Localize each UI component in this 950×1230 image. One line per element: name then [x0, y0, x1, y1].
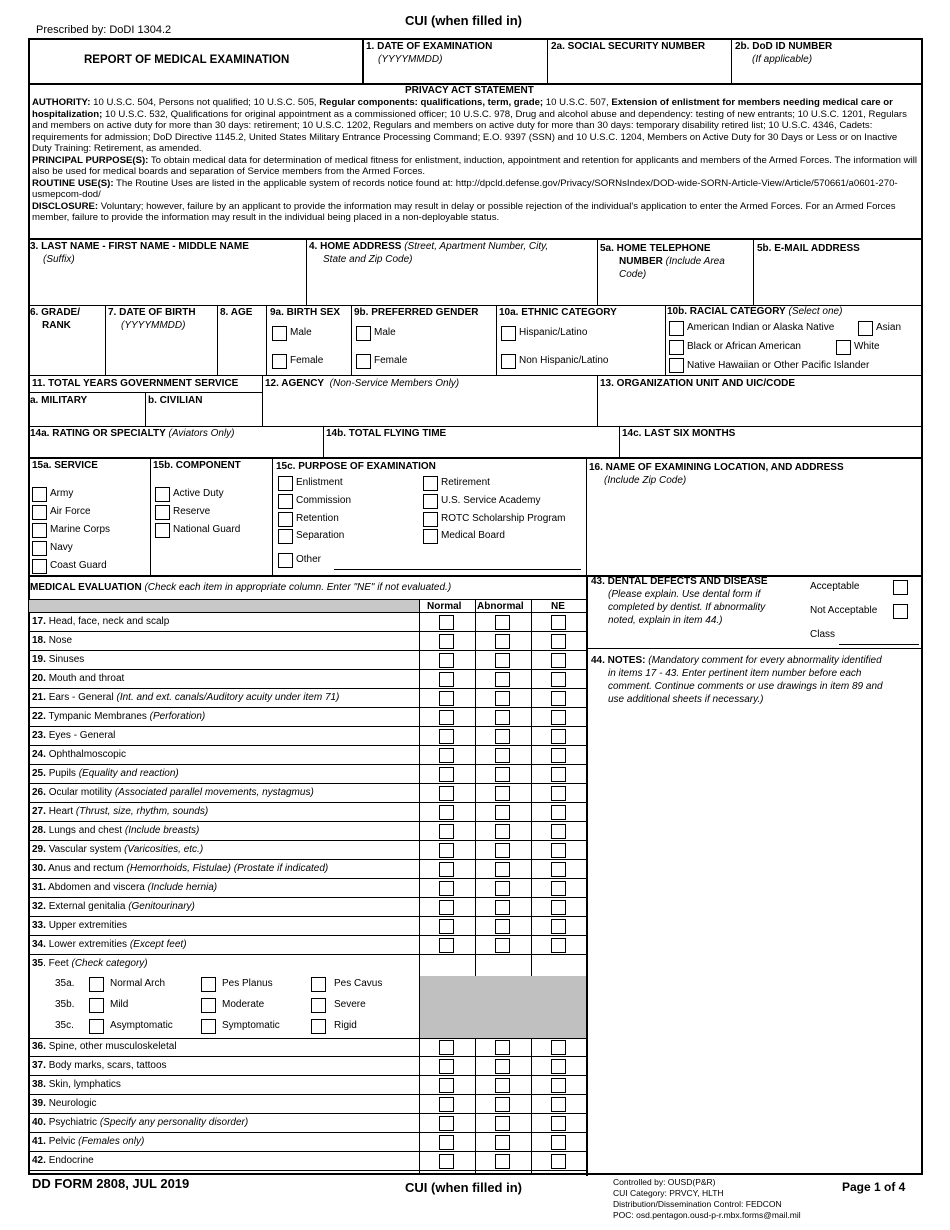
normal-checkbox[interactable]	[439, 672, 454, 687]
dental-acceptable-checkbox[interactable]	[893, 580, 908, 595]
native-hawaiian-checkbox[interactable]	[669, 358, 684, 373]
table-row	[28, 1038, 586, 1057]
ne-checkbox[interactable]	[551, 653, 566, 668]
phone-note: Code)	[619, 269, 647, 280]
ssn-field[interactable]	[551, 56, 727, 82]
row-label: 24. Ophthalmoscopic	[32, 749, 126, 760]
normal-checkbox[interactable]	[439, 900, 454, 915]
dental-class: Class	[810, 629, 836, 640]
abnormal-checkbox[interactable]	[495, 900, 510, 915]
medical-board-checkbox[interactable]	[423, 529, 438, 544]
native-hawaiian-option: Native Hawaiian or Other Pacific Islander	[687, 360, 870, 371]
feet-option-checkbox[interactable]	[311, 1019, 326, 1034]
army-checkbox[interactable]	[32, 487, 47, 502]
prescribed-by: Prescribed by: DoDI 1304.2	[36, 24, 172, 36]
abnormal-checkbox[interactable]	[495, 938, 510, 953]
ne-checkbox[interactable]	[551, 729, 566, 744]
abnormal-checkbox[interactable]	[495, 615, 510, 630]
row-label: 21. Ears - General (Int. and ext. canals/Auditory acuity under item 71)	[32, 692, 340, 703]
service-academy-checkbox[interactable]	[423, 494, 438, 509]
abnormal-checkbox[interactable]	[495, 919, 510, 934]
row-label: 42. Endocrine	[32, 1155, 94, 1166]
table-row	[28, 632, 586, 651]
ne-checkbox[interactable]	[551, 691, 566, 706]
other-option: Other	[296, 554, 322, 565]
commission-checkbox[interactable]	[278, 494, 293, 509]
asian-checkbox[interactable]	[858, 321, 873, 336]
abnormal-checkbox[interactable]	[495, 767, 510, 782]
american-indian-option: American Indian or Alaska Native	[687, 322, 835, 333]
service-label: 15a. SERVICE	[32, 460, 98, 471]
age-label: 8. AGE	[220, 307, 253, 318]
ne-checkbox[interactable]	[551, 672, 566, 687]
separation-option: Separation	[296, 530, 345, 541]
marine-corps-checkbox[interactable]	[32, 523, 47, 538]
privacy-heading: PRIVACY ACT STATEMENT	[405, 85, 534, 96]
page-number: Page 1 of 4	[842, 1180, 906, 1194]
ne-checkbox[interactable]	[551, 1078, 566, 1093]
coast-guard-checkbox[interactable]	[32, 559, 47, 574]
other-line[interactable]	[334, 569, 581, 570]
table-row	[28, 784, 586, 803]
ne-checkbox[interactable]	[551, 748, 566, 763]
row-label: 40. Psychiatric (Specify any personality disorder)	[32, 1117, 249, 1128]
normal-checkbox[interactable]	[439, 615, 454, 630]
col-abnormal: Abnormal	[477, 601, 524, 612]
name-suffix-note: (Suffix)	[43, 254, 75, 265]
military-label: a. MILITARY	[30, 395, 88, 406]
dental-not-acceptable: Not Acceptable	[810, 605, 878, 616]
rotc-checkbox[interactable]	[423, 512, 438, 527]
dental-note-2: completed by dentist. If abnormality	[608, 602, 766, 613]
abnormal-checkbox[interactable]	[495, 1135, 510, 1150]
flying-time-field[interactable]	[326, 442, 616, 456]
email-label: 5b. E-MAIL ADDRESS	[757, 243, 860, 254]
col-ne: NE	[551, 601, 565, 612]
cui-category: CUI Category: PRVCY, HLTH	[613, 1188, 724, 1198]
black-checkbox[interactable]	[669, 340, 684, 355]
abnormal-checkbox[interactable]	[495, 881, 510, 896]
row-label: 39. Neurologic	[32, 1098, 97, 1109]
row-label: 32. External genitalia (Genitourinary)	[32, 901, 195, 912]
table-row	[28, 936, 586, 955]
military-field[interactable]	[30, 408, 142, 424]
component-label: 15b. COMPONENT	[153, 460, 241, 471]
abnormal-checkbox[interactable]	[495, 653, 510, 668]
ne-checkbox[interactable]	[551, 1116, 566, 1131]
birth-sex-female-checkbox[interactable]	[272, 354, 287, 369]
ethnic-label: 10a. ETHNIC CATEGORY	[499, 307, 617, 318]
abnormal-checkbox[interactable]	[495, 862, 510, 877]
birth-sex-label: 9a. BIRTH SEX	[270, 307, 341, 318]
rating-label: 14a. RATING OR SPECIALTY (Aviators Only)	[30, 428, 235, 439]
national-guard-checkbox[interactable]	[155, 523, 170, 538]
dental-not-acceptable-checkbox[interactable]	[893, 604, 908, 619]
table-row	[28, 1133, 586, 1152]
separation-checkbox[interactable]	[278, 529, 293, 544]
row-label: 29. Vascular system (Varicosities, etc.)	[32, 844, 204, 855]
commission-option: Commission	[296, 495, 352, 506]
ne-checkbox[interactable]	[551, 938, 566, 953]
non-hispanic-option: Non Hispanic/Latino	[519, 355, 609, 366]
ne-checkbox[interactable]	[551, 1059, 566, 1074]
table-row	[28, 689, 586, 708]
email-field[interactable]	[757, 258, 919, 303]
dodid-field[interactable]	[735, 66, 919, 82]
org-label: 13. ORGANIZATION UNIT AND UIC/CODE	[600, 378, 796, 389]
distribution-control: Distribution/Dissemination Control: FEDCON	[613, 1199, 782, 1209]
table-row	[28, 651, 586, 670]
abnormal-checkbox[interactable]	[495, 1154, 510, 1169]
feet-option-label: Symptomatic	[222, 1020, 280, 1031]
phone-field[interactable]	[600, 283, 750, 303]
normal-checkbox[interactable]	[439, 691, 454, 706]
ne-checkbox[interactable]	[551, 767, 566, 782]
location-note: (Include Zip Code)	[604, 475, 687, 486]
row-label: 38. Skin, lymphatics	[32, 1079, 121, 1090]
col-normal: Normal	[427, 601, 462, 612]
row-label: 23. Eyes - General	[32, 730, 116, 741]
reserve-checkbox[interactable]	[155, 505, 170, 520]
reserve-option: Reserve	[173, 506, 211, 517]
asian-option: Asian	[876, 322, 902, 333]
dodid-note: (If applicable)	[752, 54, 813, 65]
normal-checkbox[interactable]	[439, 1078, 454, 1093]
normal-checkbox[interactable]	[439, 634, 454, 649]
privacy-statement: AUTHORITY: 10 U.S.C. 504, Persons not qualified; 10 U.S.C. 505, Regular components: qualifications, term, grade; 10 U.S.C. 507, Extension of enlistment for members needing medical care or hospitalization; 10 U.S.C. 532, Qualifications for original appointment as a commissioned officer; 10 U.S.C. 978, Drug and alcohol abuse and dependency: testing of new entrants; 10 U.S.C. 1201, Regulars and members on active duty for more than 30 days: retirement; 10 U.S.C. 1202, Regulars and members on active duty for more than 30 days: temporary disability retired list; 10 U.S.C. 4346, Cadets: requirements for admission; DoD Directive 1145.2, United States Military Entrance Processing Command; E.O. 9397 (SSN) and 10 U.S.C. 1204, Members on Active Duty for 30 Days or Less or on Inactive Duty Training: Retirement, as amended. PRINCIPAL PURPOSE(S): To obtain medical data for determination of medical fitness for enlistment, induction, appointment and retention for applicants and members of the Armed Forces. The information will also be used for medical boards and separation of Service members from the Armed Forces. ROUTINE USE(S): The Routine Uses are listed in the applicable system of records notice found at: http://dpcld.defense.gov/Privacy/SORNsIndex/DOD-wide-SORN-Article-View/Article/570661/a0601-270-usmepcom-dod/ DISCLOSURE: Voluntary; however, failure by an applicant to provide the information may result in delay or possible rejection of the individual's application to enter the Armed Forces. For an Armed Forces member, failure to provide the information may result in the individual being placed in a non-deployable status.	[32, 97, 918, 223]
row-label: 25. Pupils (Equality and reaction)	[32, 768, 179, 779]
marine-corps-option: Marine Corps	[50, 524, 111, 535]
table-row	[28, 860, 586, 879]
row-label: 35. Feet (Check category)	[32, 958, 148, 969]
retirement-option: Retirement	[441, 477, 490, 488]
feet-option-label: Normal Arch	[110, 978, 166, 989]
table-row	[28, 955, 586, 974]
flying-time-label: 14b. TOTAL FLYING TIME	[326, 428, 447, 439]
normal-checkbox[interactable]	[439, 938, 454, 953]
ne-checkbox[interactable]	[551, 710, 566, 725]
pref-gender-female: Female	[374, 355, 408, 366]
cui-header: CUI (when filled in)	[405, 13, 522, 28]
navy-checkbox[interactable]	[32, 541, 47, 556]
normal-checkbox[interactable]	[439, 1116, 454, 1131]
abnormal-checkbox[interactable]	[495, 710, 510, 725]
ne-checkbox[interactable]	[551, 786, 566, 801]
row-label: 28. Lungs and chest (Include breasts)	[32, 825, 200, 836]
national-guard-option: National Guard	[173, 524, 241, 535]
abnormal-checkbox[interactable]	[495, 786, 510, 801]
row-label: 26. Ocular motility (Associated parallel movements, nystagmus)	[32, 787, 314, 798]
date-of-exam-label: 1. DATE OF EXAMINATION	[366, 41, 493, 52]
abnormal-checkbox[interactable]	[495, 1097, 510, 1112]
enlistment-option: Enlistment	[296, 477, 343, 488]
row-label: 18. Nose	[32, 635, 73, 646]
non-hispanic-checkbox[interactable]	[501, 354, 516, 369]
table-row	[28, 765, 586, 784]
feet-option-label: Pes Cavus	[334, 978, 383, 989]
header-shading	[29, 600, 419, 612]
racial-label: 10b. RACIAL CATEGORY (Select one)	[667, 306, 843, 317]
white-option: White	[854, 341, 880, 352]
abnormal-checkbox[interactable]	[495, 1059, 510, 1074]
name-field[interactable]	[30, 268, 302, 303]
feet-option-checkbox[interactable]	[89, 977, 104, 992]
service-academy-option: U.S. Service Academy	[441, 495, 541, 506]
normal-checkbox[interactable]	[439, 1097, 454, 1112]
row-label: 34. Lower extremities (Except feet)	[32, 939, 187, 950]
row-label: 37. Body marks, scars, tattoos	[32, 1060, 167, 1071]
pref-gender-female-checkbox[interactable]	[356, 354, 371, 369]
row-label: 41. Pelvic (Females only)	[32, 1136, 145, 1147]
feet-option-checkbox[interactable]	[201, 1019, 216, 1034]
normal-checkbox[interactable]	[439, 881, 454, 896]
feet-option-label: Pes Planus	[222, 978, 273, 989]
feet-row-label: 35a.	[55, 978, 75, 989]
army-option: Army	[50, 488, 74, 499]
abnormal-checkbox[interactable]	[495, 1116, 510, 1131]
feet-option-checkbox[interactable]	[311, 998, 326, 1013]
normal-checkbox[interactable]	[439, 1135, 454, 1150]
feet-option-label: Rigid	[334, 1020, 357, 1031]
table-row	[28, 1095, 586, 1114]
notes-text-2: in items 17 - 43. Enter pertinent item number before each	[608, 668, 862, 679]
last-six-months-field[interactable]	[622, 442, 919, 456]
dental-class-field[interactable]	[839, 644, 919, 645]
row-label: 27. Heart (Thrust, size, rhythm, sounds)	[32, 806, 209, 817]
feet-option-checkbox[interactable]	[201, 977, 216, 992]
civilian-field[interactable]	[148, 408, 259, 424]
controlled-by: Controlled by: OUSD(P&R)	[613, 1177, 716, 1187]
row-label: 22. Tympanic Membranes (Perforation)	[32, 711, 206, 722]
civilian-label: b. CIVILIAN	[148, 395, 203, 406]
normal-checkbox[interactable]	[439, 786, 454, 801]
table-row	[28, 898, 586, 917]
agency-field[interactable]	[265, 392, 594, 424]
birth-sex-male-checkbox[interactable]	[272, 326, 287, 341]
feet-option-checkbox[interactable]	[311, 977, 326, 992]
feet-row-label: 35c.	[55, 1020, 74, 1031]
table-row	[28, 1057, 586, 1076]
ne-checkbox[interactable]	[551, 1040, 566, 1055]
normal-checkbox[interactable]	[439, 824, 454, 839]
dental-label: 43. DENTAL DEFECTS AND DISEASE	[591, 576, 768, 587]
org-field[interactable]	[600, 392, 919, 424]
table-row	[28, 670, 586, 689]
american-indian-checkbox[interactable]	[669, 321, 684, 336]
feet-option-label: Severe	[334, 999, 366, 1010]
coast-guard-option: Coast Guard	[50, 560, 107, 571]
address-label-row: 4. HOME ADDRESS (Street, Apartment Number, City,	[309, 241, 549, 252]
poc: POC: osd.pentagon.ousd-p-r.mbx.forms@mail.mil	[613, 1210, 801, 1220]
normal-checkbox[interactable]	[439, 710, 454, 725]
medical-heading: MEDICAL EVALUATION (Check each item in appropriate column. Enter "NE" if not evaluated.)	[30, 582, 452, 593]
table-row	[28, 879, 586, 898]
enlistment-checkbox[interactable]	[278, 476, 293, 491]
dob-format: (YYYYMMDD)	[121, 320, 186, 331]
ne-checkbox[interactable]	[551, 881, 566, 896]
normal-checkbox[interactable]	[439, 862, 454, 877]
row-label: 19. Sinuses	[32, 654, 85, 665]
notes-field[interactable]	[590, 710, 919, 1170]
normal-checkbox[interactable]	[439, 919, 454, 934]
notes-label-row: 44. NOTES: (Mandatory comment for every abnormality identified	[591, 655, 882, 666]
pref-gender-male: Male	[374, 327, 396, 338]
black-option: Black or African American	[687, 341, 801, 352]
table-row	[28, 822, 586, 841]
abnormal-checkbox[interactable]	[495, 672, 510, 687]
cui-footer: CUI (when filled in)	[405, 1180, 522, 1195]
rotc-option: ROTC Scholarship Program	[441, 513, 566, 524]
feet-option-label: Moderate	[222, 999, 265, 1010]
address-note: State and Zip Code)	[323, 254, 413, 265]
table-row	[28, 1152, 586, 1171]
ne-checkbox[interactable]	[551, 1135, 566, 1150]
phone-label-2: NUMBER (Include Area	[619, 256, 725, 267]
feet-option-checkbox[interactable]	[201, 998, 216, 1013]
abnormal-checkbox[interactable]	[495, 748, 510, 763]
notes-text-4: use additional sheets if necessary.)	[608, 694, 764, 705]
active-duty-checkbox[interactable]	[155, 487, 170, 502]
form-number: DD FORM 2808, JUL 2019	[32, 1176, 190, 1191]
dental-note-1: (Please explain. Use dental form if	[608, 589, 761, 600]
address-field[interactable]	[309, 268, 594, 303]
row-label: 33. Upper extremities	[32, 920, 128, 931]
abnormal-checkbox[interactable]	[495, 634, 510, 649]
abnormal-checkbox[interactable]	[495, 824, 510, 839]
other-checkbox[interactable]	[278, 553, 293, 568]
air-force-checkbox[interactable]	[32, 505, 47, 520]
abnormal-checkbox[interactable]	[495, 1078, 510, 1093]
row-label: 30. Anus and rectum (Hemorrhoids, Fistulae) (Prostate if indicated)	[32, 863, 329, 874]
row-label: 17. Head, face, neck and scalp	[32, 616, 170, 627]
normal-checkbox[interactable]	[439, 748, 454, 763]
date-of-exam-format: (YYYYMMDD)	[378, 54, 443, 65]
table-row	[28, 746, 586, 765]
birth-sex-male: Male	[290, 327, 312, 338]
normal-checkbox[interactable]	[439, 729, 454, 744]
table-row	[28, 1114, 586, 1133]
dodid-label: 2b. DoD ID NUMBER	[735, 41, 833, 52]
retention-checkbox[interactable]	[278, 512, 293, 527]
location-label: 16. NAME OF EXAMINING LOCATION, AND ADDRESS	[589, 462, 844, 473]
grade-label: 6. GRADE/	[30, 307, 81, 318]
abnormal-checkbox[interactable]	[495, 1040, 510, 1055]
ne-checkbox[interactable]	[551, 1154, 566, 1169]
feet-option-label: Mild	[110, 999, 129, 1010]
table-row	[28, 727, 586, 746]
dob-label: 7. DATE OF BIRTH	[108, 307, 196, 318]
row-label: 31. Abdomen and viscera (Include hernia)	[32, 882, 218, 893]
feet-option-checkbox[interactable]	[89, 1019, 104, 1034]
ssn-label: 2a. SOCIAL SECURITY NUMBER	[551, 41, 706, 52]
hispanic-checkbox[interactable]	[501, 326, 516, 341]
normal-checkbox[interactable]	[439, 1040, 454, 1055]
service-years-label: 11. TOTAL YEARS GOVERNMENT SERVICE	[32, 378, 239, 389]
form-title: REPORT OF MEDICAL EXAMINATION	[84, 54, 290, 66]
table-row	[28, 613, 586, 632]
feet-shading	[420, 976, 586, 1038]
notes-text-3: comment. Continue comments or use drawings in item 89 and	[608, 681, 883, 692]
table-row	[28, 1076, 586, 1095]
abnormal-checkbox[interactable]	[495, 691, 510, 706]
date-of-exam-field[interactable]	[366, 66, 544, 82]
purpose-label: 15c. PURPOSE OF EXAMINATION	[276, 461, 436, 472]
row-label: 36. Spine, other musculoskeletal	[32, 1041, 177, 1052]
pref-gender-male-checkbox[interactable]	[356, 326, 371, 341]
ne-checkbox[interactable]	[551, 919, 566, 934]
rating-field[interactable]	[30, 442, 320, 456]
medical-board-option: Medical Board	[441, 530, 505, 541]
feet-row-label: 35b.	[55, 999, 75, 1010]
active-duty-option: Active Duty	[173, 488, 224, 499]
location-field[interactable]	[589, 490, 919, 572]
table-row	[28, 803, 586, 822]
normal-checkbox[interactable]	[439, 1059, 454, 1074]
row-label: 20. Mouth and throat	[32, 673, 125, 684]
abnormal-checkbox[interactable]	[495, 729, 510, 744]
table-row	[28, 708, 586, 727]
birth-sex-female: Female	[290, 355, 324, 366]
grade-label-2: RANK	[42, 320, 71, 331]
abnormal-checkbox[interactable]	[495, 843, 510, 858]
feet-option-checkbox[interactable]	[89, 998, 104, 1013]
agency-label: 12. AGENCY (Non-Service Members Only)	[265, 378, 460, 389]
ne-checkbox[interactable]	[551, 805, 566, 820]
retention-option: Retention	[296, 513, 339, 524]
ne-checkbox[interactable]	[551, 824, 566, 839]
air-force-option: Air Force	[50, 506, 91, 517]
ne-checkbox[interactable]	[551, 634, 566, 649]
ne-checkbox[interactable]	[551, 615, 566, 630]
table-row	[28, 841, 586, 860]
name-label: 3. LAST NAME - FIRST NAME - MIDDLE NAME	[30, 241, 249, 252]
dental-acceptable: Acceptable	[810, 581, 860, 592]
pref-gender-label: 9b. PREFERRED GENDER	[354, 307, 479, 318]
phone-label: 5a. HOME TELEPHONE	[600, 243, 711, 254]
normal-checkbox[interactable]	[439, 805, 454, 820]
table-row	[28, 917, 586, 936]
retirement-checkbox[interactable]	[423, 476, 438, 491]
dental-note-3: noted, explain in item 44.)	[608, 615, 723, 626]
white-checkbox[interactable]	[836, 340, 851, 355]
normal-checkbox[interactable]	[439, 653, 454, 668]
normal-checkbox[interactable]	[439, 1154, 454, 1169]
feet-option-label: Asymptomatic	[110, 1020, 173, 1031]
normal-checkbox[interactable]	[439, 843, 454, 858]
abnormal-checkbox[interactable]	[495, 805, 510, 820]
navy-option: Navy	[50, 542, 73, 553]
ne-checkbox[interactable]	[551, 900, 566, 915]
ne-checkbox[interactable]	[551, 862, 566, 877]
ne-checkbox[interactable]	[551, 1097, 566, 1112]
hispanic-option: Hispanic/Latino	[519, 327, 588, 338]
normal-checkbox[interactable]	[439, 767, 454, 782]
ne-checkbox[interactable]	[551, 843, 566, 858]
last-six-months-label: 14c. LAST SIX MONTHS	[622, 428, 736, 439]
